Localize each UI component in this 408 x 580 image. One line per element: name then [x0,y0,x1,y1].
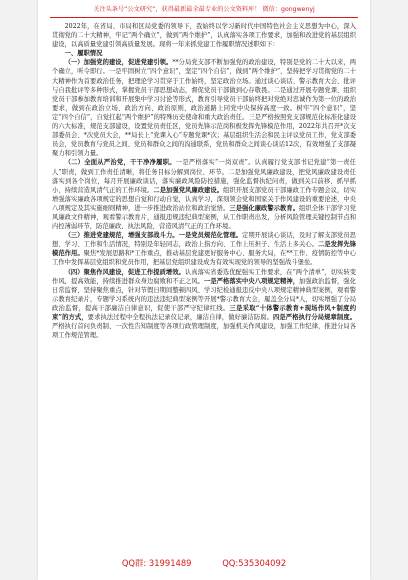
paragraph-text: 严格执行首问负责制、一次性告知制度等各项行政管理制度，加强机关作风建设，加强工作纪律，推进分局各项工作规范管理。 [52,323,356,340]
contact-footer [38,556,370,570]
paragraph-text: 组织开展支部党员干部廉政工作专题会议，切实增强落实廉政各项规定的思想自觉和行动自觉，认真学习，深刻领会党和国家关于作风建设的重要论述，中央八项规定及其实施细则精神，进一步推进政治站位和政治觉悟。 [52,186,356,212]
paragraph-point: 三是采取“十体警示教育+现场作风+制度约束”的方式， [52,304,356,321]
qq-group-text: QQ群: 31991489 [121,558,192,568]
paragraph-work-style [52,268,356,341]
paragraph-text: 聚焦*发展思路和*工作重点，推动基层党建更好服务中心、服务大局，在**工作、疫情防控等中心工作中发挥基层党组织和党员作用，把基层党组织建设成为有效实现党的领导的坚强战斗堡垒。 [52,250,356,267]
paragraph-text: **分局党支部不断加强党的政治建设，特别是党的二十大以来，两个确立，听令即行。一是牢固树立“四个意识”，坚定“四个自信”，做到“两个维护”，坚持把学习贯彻党的二十大精神作为首要政治任务，把理论学习贯穿于工作始终，坚定政治立场。通过谈心谈话、警示教育大会、批评与自我批评等多种形式，掌握党员干部思想动态，督促党员干部做到心存敬畏。二是通过开展专题党课、组织党员干部参加教育培训和开展集中学习讨论等形式，教育引导党员干部始终把对党绝对忠诚作为第一位的政治要求，做到在政治立场、政治方向、政治原则、政治道路上同党中央保持高度一致。树牢“四个意识”，坚定“四个自信”，自觉扛起“两个维护”的特殊历史使命和重大政治责任。三是严格按照党支部规范化标准化建设的六大标准，规范支部建设，设置党员责任区，党员先锋示范岗积极发挥先锋模范作用，2022年共召开*次支部委员会、*次党员大会，**局长上“党课入心”专题党课*次；基层组织生活会和民主评议党员工作，党支部委员会，党员教育与党员之间、党员和群众之间的沟通联系，党员和群众之间谈心谈话12次，有效增强了支部凝聚力和引领力量。 [52,59,356,158]
section-heading: 一、履职情况 [64,50,103,58]
report-body [52,22,356,552]
paragraph-lead: （二）全面从严治党，干干净净履职。 [64,159,176,167]
paragraph-lead: （一）加强党的建设，促进党建引领。 [64,59,173,67]
paragraph-lead: （三）推进党建规范，增强支部战斗力。 [64,232,179,240]
paragraph-standardization [52,231,356,267]
paragraph-text: 认真落实省委选优配强实工作要求，在“两个清单”，切实转变作风，提高效能，持续推进群众身边腐败和不正之风。 [52,268,356,285]
paragraph-point: 一是党员规范化管理。 [178,232,242,240]
paragraph-text: 定期开展谈心谈话，及时了解支部党员思想、学习、工作和生活情况，特别是年轻同志，政治上指方向、工作上压担子、生活上多关心。 [52,232,356,249]
document-page [38,0,370,580]
paragraph-party-building [52,58,356,158]
paragraph-point: 一是严格落实中央八项规定精神， [204,277,300,285]
banner-divider [50,17,358,18]
paragraph-point: 二是发挥先锋模范作用。 [52,241,356,258]
intro-paragraph: 2022年，在省局、市局和区局党委的领导下，我始终以学习新时代中国特色社会主义思想为中心，深入贯彻党的二十大精神，牢记“两个确立”，做到“两个维护”，认真落实各项工作要求，加强和改进党的基层组织建设，以高质量党建引领高质量发展。现将一年来抓党建工作履职情况述职如下： [52,23,356,49]
paragraph-point: 二是加强党风廉政建设。 [153,186,224,194]
paragraph-strict-governance [52,158,356,231]
paragraph-text: 组织全体干部学习党风廉政文件精神，观看警示教育片，通报违规违纪典型案例，从工作职责出发，分析风险管理关键控制节点和内控薄弱环节，防范廉政、执法风险，营造风清气正的工作环境。 [52,204,356,231]
qq-contact-text: QQ:535304092 [222,558,287,568]
paragraph-text: 一是严格落实“一岗双责”。认真履行党支部书记党建“第一责任人”职责，做到工作责任清晰，将任务目标分解到岗位、环节。二是加强党风廉政建设，把党风廉政建设责任落实到各个岗位，每月开展廉政谈话，落实廉政风险防控措施，强化监督执纪问责，做到关口前移、抓早抓小，持续营造风清气正的工作环境。 [52,159,356,194]
paragraph-point: 三是强化廉政警示教育。 [229,204,300,212]
paragraph-lead: （四）聚焦作风建设，促进工作提质增效。 [64,268,185,276]
paragraph-text: 加强政治监督，强化日常监督，坚持聚焦重点，针对节假日期间整顿四风、学习纪检通报违反中央八项规定精神典型案例，观看警示教育纪录片，专题学习系统内的违法违纪典型案例等开展*警示教育大会，履盖全分局*人，切实增强了分局政治监督，提高干部廉洁自律意识，促使干部严守纪律红线。 [52,277,356,312]
paragraph-text: 要求执法过程中全程执法记录仪记录，廉洁自律，做好廉洁防腐。 [87,314,274,321]
paragraph-point: 四是严格执行分局规章制度。 [273,314,356,321]
promo-banner: 关注头条号“公文研究”，获得最新最全最专业的公文资料库！ 微信：gongwenyj [93,6,315,13]
